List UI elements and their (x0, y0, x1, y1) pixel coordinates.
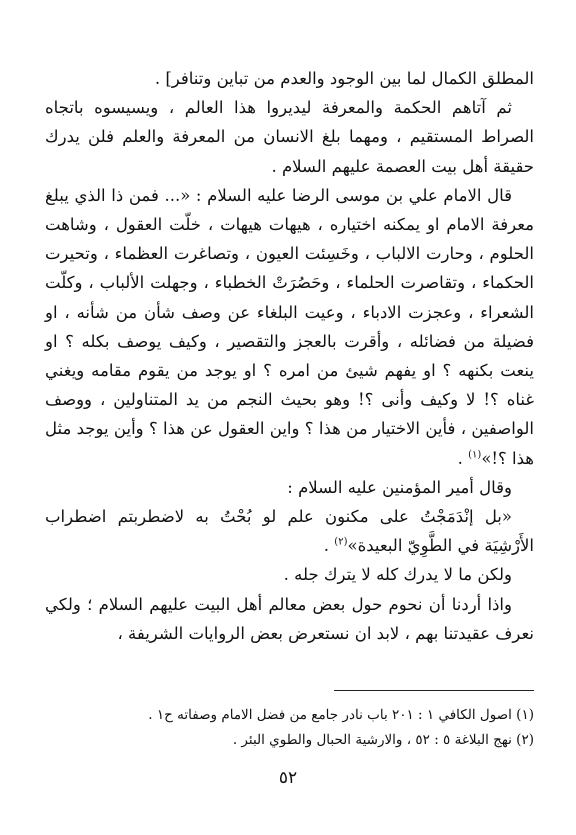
paragraph-quote-ali (45, 502, 534, 560)
footnote-divider (334, 690, 534, 691)
paragraph-2: ثم آتاهم الحكمة والمعرفة ليديروا هذا العالم ، ويسيسوه باتجاه الصراط المستقيم ، ومهما بلغ الانسان من المعرفة والعلم فلن يدرك حقيقة أهل بيت العصمة عليهم السلام . (45, 98, 534, 176)
footnotes (45, 703, 534, 753)
paragraph-6: ولكن ما لا يدرك كله لا يترك جله . (283, 565, 512, 585)
footnote-ref-2[interactable]: (٢) (334, 536, 348, 548)
quote-ali-end: . (323, 536, 335, 556)
footnote-2: (٢) نهج البلاغة ٥ : ٥٢ ، والارشية الحبال والطوي البئر . (232, 732, 534, 748)
paragraph-1: المطلق الكمال لما بين الوجود والعدم من تباين وتنافر] . (154, 69, 534, 88)
paragraph-quote-rida (45, 181, 534, 473)
quote-rida-end: . (457, 448, 469, 468)
quote-rida-text: قال الامام علي بن موسى الرضا عليه السلام : «... فمن ذا الذي يبلغ معرفة الامام او يمكنه اختياره ، هيهات هيهات ، خلّت العقول ، وشاهت الحلوم ، وحارت الالباب ، وخَسِئت العيون ، وتصاغرت العظماء ، وتحيرت الحكماء ، وتقاصرت الحلماء ، وحَصُرَتْ الخطباء ، وجهلت الألباب ، وكلّت الشعراء ، وعجزت الادباء ، وعيت البلغاء عن وصف شأن من شأنه ، او فضيلة من فضائله ، وأقرت بالعجز والتقصير ، وكيف يوصف بكله ؟ او ينعت بكنهه ؟ او يفهم شيئ من امره ؟ او يوجد من يقوم مقامه ويغني غناه ؟! لا وكيف وأنى ؟! وهو بحيث النجم من يد المتناولين ، ووصف الواصفين ، فأين الاختيار من هذا ؟ واين العقول عن هذا ؟ وأين يوجد مثل هذا ؟!» (45, 185, 534, 468)
main-text (45, 64, 534, 648)
quote-ali-text: «بل إنْدَمَجْتُ على مكنون علم لو بُحْتُ به لاضطربتم اضطراب الأَرْشِيَة في الطَّوِيّ البعيدة» (45, 507, 534, 556)
paragraph-7: واذا أردنا أن نحوم حول بعض معالم أهل البيت عليهم السلام ؛ ولكي نعرف عقيدتنا بهم ، لابد ان نستعرض بعض الروايات الشريفة ، (45, 594, 534, 643)
footnote-ref-1[interactable]: (١) (468, 449, 482, 461)
page-number: ٥٢ (278, 768, 298, 788)
paragraph-4: وقال أمير المؤمنين عليه السلام : (287, 477, 512, 497)
footnote-1: (١) اصول الكافي ١ : ٢٠١ باب نادر جامع من فضل الامام وصفاته ح١ . (148, 707, 534, 723)
